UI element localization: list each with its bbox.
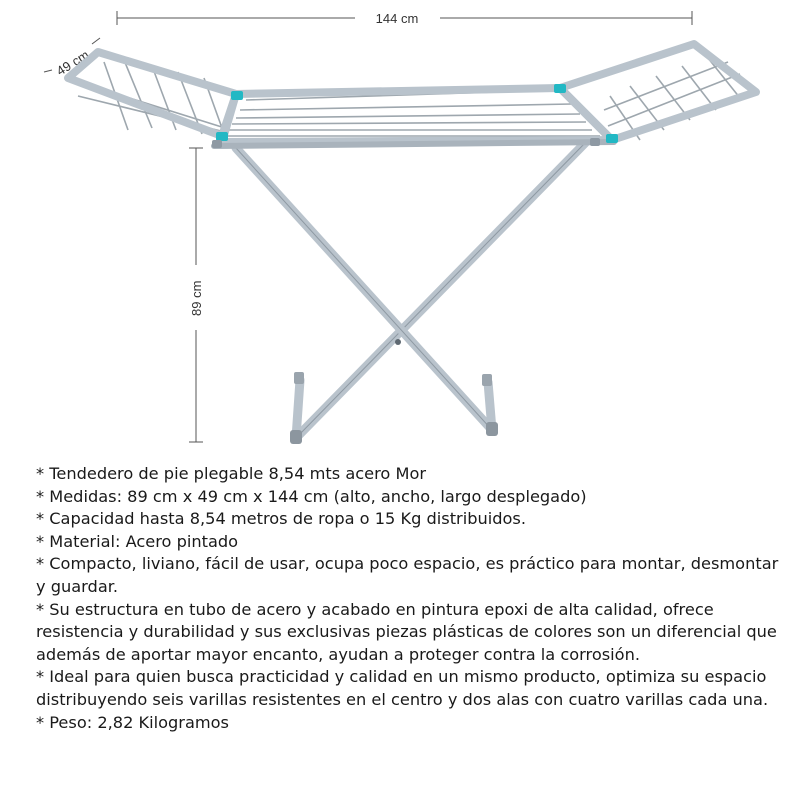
clip-front-right [606,134,618,143]
spec-line: * Su estructura en tubo de acero y acabado en pintura epoxi de alta calidad, ofrece resistencia y durabilidad y sus exclusivas piezas plásticas de colores son un diferencial que además de aportar mayor encanto, ayudan a proteger contra la corrosión. [36,599,777,664]
foot-cap-left [290,430,302,444]
spec-line: * Medidas: 89 cm x 49 cm x 144 cm (alto, ancho, largo desplegado) [36,486,587,506]
product-specs [36,463,786,734]
clip-front-left [216,132,228,141]
height-dimension [189,148,204,442]
depth-label: 49 cm [53,47,92,79]
center-frame [214,88,614,146]
spec-line: * Material: Acero pintado [36,531,239,551]
spec-line: * Peso: 2,82 Kilogramos [36,712,229,732]
height-label: 89 cm [189,280,204,316]
clip-center-left [231,91,243,100]
spec-line: * Ideal para quien busca practicidad y calidad en un mismo producto, optimiza su espacio distribuyendo seis varillas resistentes en el centro y dos alas con cuatro varillas cada una. [36,667,769,709]
spec-line: * Compacto, liviano, fácil de usar, ocupa poco espacio, es práctico para montar, desmontar y guardar. [36,554,779,596]
left-wing [68,52,236,136]
right-wing [560,44,756,140]
length-dimension [117,11,692,26]
clip-center-right [554,84,566,93]
foot-cap-right [486,422,498,436]
length-label: 144 cm [375,11,419,26]
spec-line: * Tendedero de pie plegable 8,54 mts acero Mor [36,464,427,483]
pivot-bolt [395,339,401,345]
spec-line: * Capacidad hasta 8,54 metros de ropa o 15 Kg distribuidos. [36,509,526,529]
rack-legs [236,140,588,444]
